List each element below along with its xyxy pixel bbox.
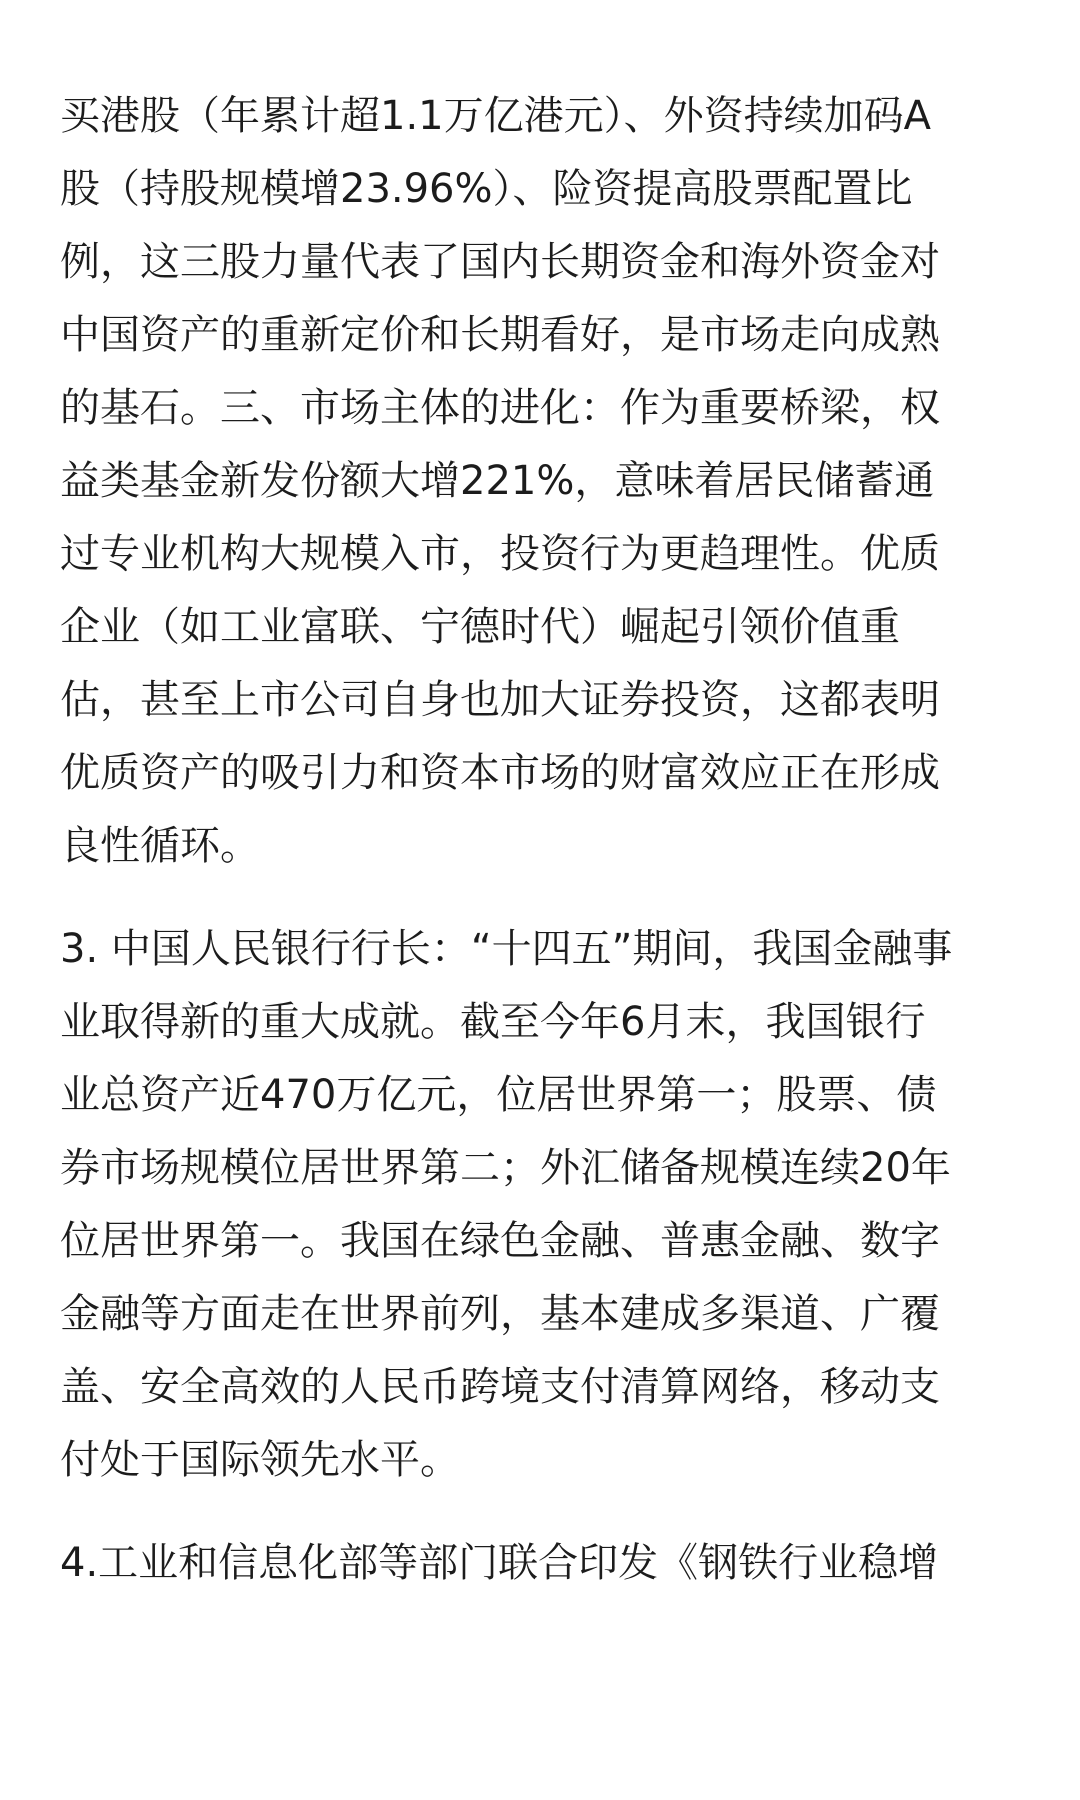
text-line: 过专业机构大规模入市，投资行为更趋理性。优质 [60,531,940,577]
article-paragraph-3 [60,1527,1020,1600]
text-line: 券市场规模位居世界第二；外汇储备规模连续20年 [60,1145,951,1191]
text-line: 股（持股规模增23.96%）、险资提高股票配置比 [60,166,913,212]
text-line: 盖、安全高效的人民币跨境支付清算网络，移动支 [60,1364,940,1410]
text-line: 位居世界第一。我国在绿色金融、普惠金融、数字 [60,1218,940,1264]
text-line: 的基石。三、市场主体的进化：作为重要桥梁，权 [60,385,940,431]
article-paragraph-2 [60,913,1020,1497]
text-line: 4.工业和信息化部等部门联合印发《钢铁行业稳增 [60,1540,939,1586]
text-line: 业总资产近470万亿元，位居世界第一；股票、债 [60,1072,937,1118]
article-body [60,80,1020,1630]
text-line: 估，甚至上市公司自身也加大证券投资，这都表明 [60,677,940,723]
text-line: 业取得新的重大成就。截至今年6月末，我国银行 [60,999,926,1045]
text-line: 例，这三股力量代表了国内长期资金和海外资金对 [60,239,940,285]
article-paragraph-1 [60,80,1020,883]
text-line: 3. 中国人民银行行长：“十四五”期间，我国金融事 [60,926,953,972]
text-line: 企业（如工业富联、宁德时代）崛起引领价值重 [60,604,900,650]
text-line: 优质资产的吸引力和资本市场的财富效应正在形成 [60,750,940,796]
text-line: 良性循环。 [60,823,260,869]
text-line: 益类基金新发份额大增221%，意味着居民储蓄通 [60,458,935,504]
text-line: 中国资产的重新定价和长期看好，是市场走向成熟 [60,312,940,358]
text-line: 付处于国际领先水平。 [60,1437,460,1483]
text-line: 买港股（年累计超1.1万亿港元）、外资持续加码A [60,93,931,139]
text-line: 金融等方面走在世界前列，基本建成多渠道、广覆 [60,1291,940,1337]
